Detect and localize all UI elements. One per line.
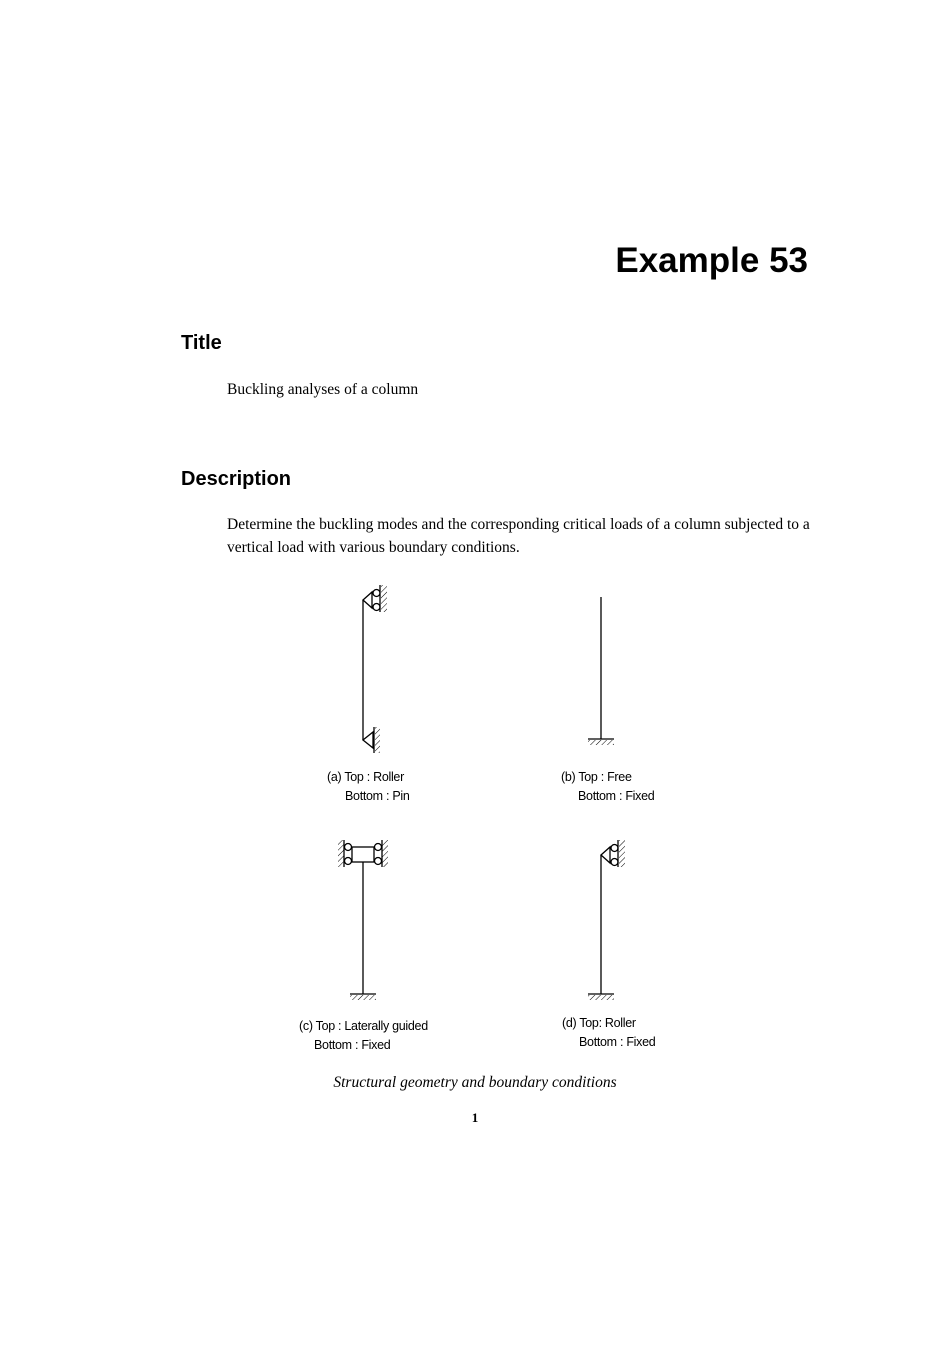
pin-support-icon [363, 727, 380, 753]
description-paragraph: Determine the buckling modes and the corresponding critical loads of a column subjected to a vertical load with various boundary conditions. [227, 516, 810, 556]
description-section-heading: Description [181, 468, 292, 490]
title-section-heading: Title [181, 332, 222, 354]
column-a-diagram [363, 585, 387, 753]
panel-a-label [327, 768, 410, 806]
column-b-diagram [588, 597, 614, 745]
panel-c-label [299, 1017, 428, 1055]
title-paragraph: Buckling analyses of a column [227, 381, 419, 398]
panel-b-bottom-condition: Bottom : Fixed [578, 789, 655, 803]
fixed-support-icon [588, 994, 614, 1000]
panel-c-bottom-condition: Bottom : Fixed [314, 1038, 391, 1052]
panel-d-top-condition: (d) Top: Roller [562, 1016, 636, 1030]
panel-d-label [562, 1014, 655, 1052]
panel-a-top-condition: (a) Top : Roller [327, 770, 404, 784]
page-number: 1 [471, 1110, 479, 1125]
column-c-diagram [338, 840, 388, 1000]
panel-d-bottom-condition: Bottom : Fixed [579, 1035, 656, 1049]
panel-c-top-condition: (c) Top : Laterally guided [299, 1019, 428, 1033]
panel-b-label [561, 768, 654, 806]
roller-support-icon [601, 840, 625, 867]
fixed-support-icon [588, 739, 614, 745]
panel-b-top-condition: (b) Top : Free [561, 770, 632, 784]
fixed-support-icon [350, 994, 376, 1000]
column-d-diagram [588, 840, 625, 1000]
roller-support-icon [363, 585, 387, 612]
example-heading: Example 53 [615, 241, 808, 280]
figure-caption: Structural geometry and boundary conditions [333, 1074, 617, 1091]
panel-a-bottom-condition: Bottom : Pin [345, 789, 410, 803]
